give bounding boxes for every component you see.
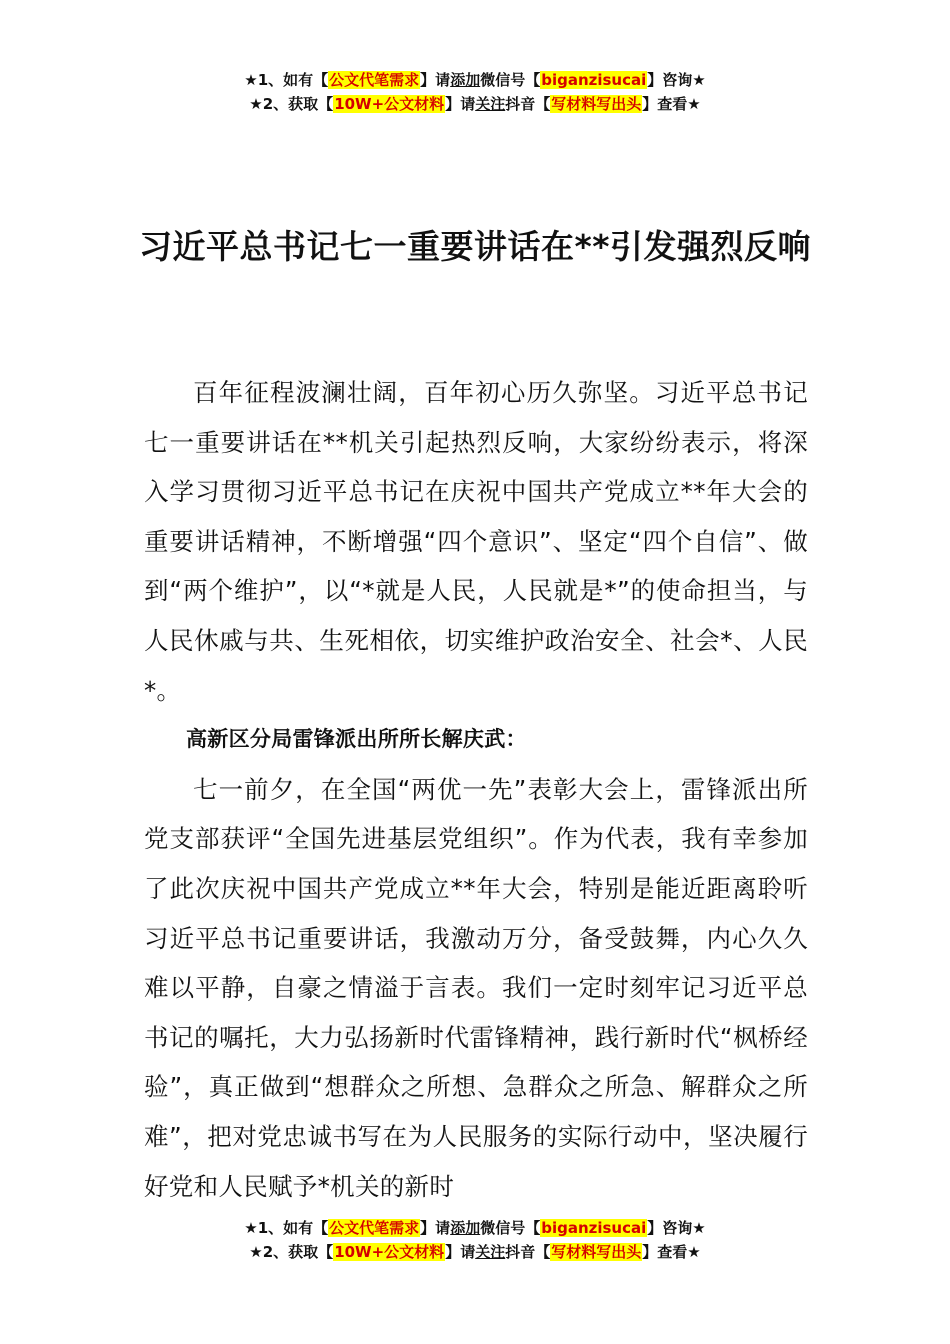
- banner-text: ★1、如有【: [244, 71, 329, 89]
- banner-text: 抖音【: [505, 95, 551, 113]
- speech-paragraph: 七一前夕，在全国“两优一先”表彰大会上，雷锋派出所党支部获评“全国先进基层党组织”。作为代表，我有幸参加了此次庆祝中国共产党成立**年大会，特别是能近距离聆听习近平总书记重要讲话，我激动万分，备受鼓舞，内心久久难以平静，自豪之情溢于言表。我们一定时刻牢记习近平总书记的嘱托，大力弘扬新时代雷锋精神，践行新时代“枫桥经验”，真正做到“想群众之所想、急群众之所急、解群众之所难”，把对党忠诚书写在为人民服务的实际行动中，坚决履行好党和人民赋予*机关的新时: [144, 774, 808, 1201]
- footer-banner: [0, 1216, 950, 1264]
- banner-text: 】请: [445, 95, 476, 113]
- banner-text: 】请: [420, 71, 451, 89]
- banner-highlight: 公文代笔需求: [329, 1219, 420, 1237]
- banner-text: 】咨询★: [647, 71, 706, 89]
- banner-underlined: 添加: [450, 71, 481, 89]
- document-body: [144, 368, 808, 1211]
- banner-highlight: 公文代笔需求: [329, 71, 420, 89]
- header-banner: [0, 68, 950, 116]
- banner-text: 】查看★: [642, 95, 701, 113]
- banner-highlight: 写材料写出头: [551, 1243, 642, 1261]
- banner-text: ★2、获取【: [249, 95, 334, 113]
- banner-text: 】查看★: [642, 1243, 701, 1261]
- banner-highlight: 写材料写出头: [551, 95, 642, 113]
- banner-text: 】请: [445, 1243, 476, 1261]
- banner-text: 微信号【: [480, 71, 541, 89]
- document-title: 习近平总书记七一重要讲话在**引发强烈反响: [138, 227, 811, 266]
- banner-text: ★1、如有【: [244, 1219, 329, 1237]
- banner-text: 】咨询★: [647, 1219, 706, 1237]
- speaker-heading: 高新区分局雷锋派出所所长解庆武：: [186, 727, 527, 752]
- intro-paragraph: 百年征程波澜壮阔，百年初心历久弥坚。习近平总书记七一重要讲话在**机关引起热烈反响，大家纷纷表示，将深入学习贯彻习近平总书记在庆祝中国共产党成立**年大会的重要讲话精神，不断增强“四个意识”、坚定“四个自信”、做到“两个维护”，以“*就是人民，人民就是*”的使命担当，与人民休戚与共、生死相依，切实维护政治安全、社会*、人民*。: [144, 378, 808, 705]
- banner-highlight: 10W+公文材料: [334, 95, 445, 113]
- banner-line-2: [0, 1240, 950, 1264]
- banner-text: 微信号【: [480, 1219, 541, 1237]
- banner-underlined: 添加: [450, 1219, 481, 1237]
- banner-line-2: [0, 92, 950, 116]
- banner-text: 】请: [420, 1219, 451, 1237]
- banner-line-1: [0, 68, 950, 92]
- banner-underlined: 关注: [475, 1243, 506, 1261]
- banner-line-1: [0, 1216, 950, 1240]
- banner-highlight: biganzisucai: [541, 71, 647, 89]
- banner-text: 抖音【: [505, 1243, 551, 1261]
- banner-text: ★2、获取【: [249, 1243, 334, 1261]
- banner-underlined: 关注: [475, 95, 506, 113]
- banner-highlight: 10W+公文材料: [334, 1243, 445, 1261]
- banner-highlight: biganzisucai: [541, 1219, 647, 1237]
